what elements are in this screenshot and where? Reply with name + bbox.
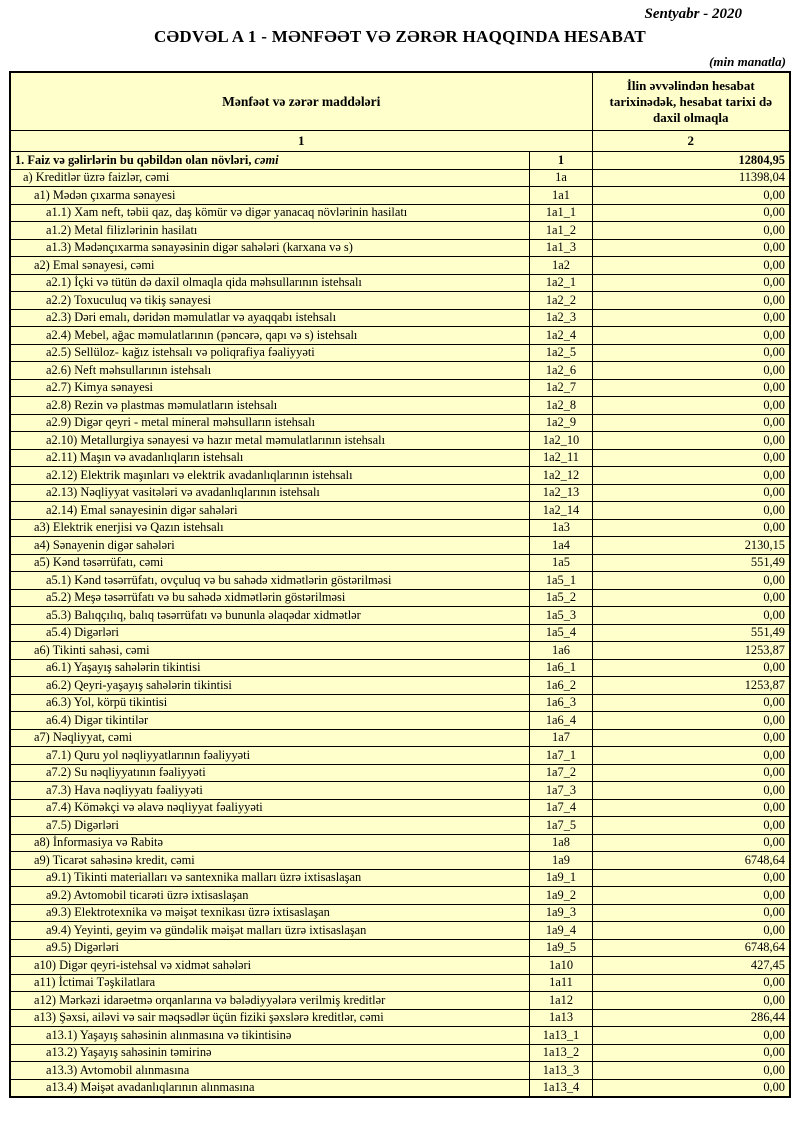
table-row <box>10 1044 790 1062</box>
column-header-value: İlin əvvəlindən hesabat tarixinədək, hesabat tarixi də daxil olmaqla <box>592 72 790 131</box>
row-code: 1a7_4 <box>530 799 592 817</box>
table-row <box>10 467 790 485</box>
table-row <box>10 309 790 327</box>
row-label-text: a7.3) Hava nəqliyyatı fəaliyyəti <box>45 782 203 797</box>
row-label-text: a1) Mədən çıxarma sənayesi <box>33 187 176 202</box>
value-total-cell: 1253,87 <box>592 642 790 660</box>
table-row <box>10 624 790 642</box>
row-label <box>10 817 530 835</box>
row-code: 1a7 <box>530 729 592 747</box>
table-row <box>10 169 790 187</box>
row-code: 1a12 <box>530 992 592 1010</box>
row-label-text: a11) İctimai Təşkilatlara <box>33 975 156 990</box>
table-row <box>10 257 790 275</box>
table-row <box>10 904 790 922</box>
row-label <box>10 152 530 170</box>
table-row <box>10 239 790 257</box>
row-label <box>10 449 530 467</box>
value-total-cell: 0,00 <box>592 187 790 205</box>
row-label <box>10 239 530 257</box>
row-code: 1a2_6 <box>530 362 592 380</box>
row-code: 1a7_1 <box>530 747 592 765</box>
row-label <box>10 677 530 695</box>
table-row <box>10 572 790 590</box>
table-row <box>10 274 790 292</box>
row-label <box>10 1062 530 1080</box>
row-label <box>10 344 530 362</box>
row-label-text: a2.14) Emal sənayesinin digər sahələri <box>45 502 238 517</box>
profit-loss-table <box>9 71 791 1098</box>
value-input-cell[interactable]: 0,00 <box>592 747 790 765</box>
row-label <box>10 467 530 485</box>
table-row <box>10 817 790 835</box>
value-input-cell[interactable]: 0,00 <box>592 1079 790 1097</box>
table-row <box>10 677 790 695</box>
table-row <box>10 729 790 747</box>
row-label-text: a1.1) Xam neft, təbii qaz, daş kömür və digər yanacaq növlərinin hasilatı <box>45 205 408 220</box>
row-label <box>10 939 530 957</box>
row-code: 1a2_11 <box>530 449 592 467</box>
table-row <box>10 782 790 800</box>
value-total-cell: 551,49 <box>592 554 790 572</box>
row-label <box>10 642 530 660</box>
row-label <box>10 414 530 432</box>
value-input-cell[interactable]: 0,00 <box>592 432 790 450</box>
value-input-cell[interactable]: 0,00 <box>592 992 790 1010</box>
row-label-text: a2.5) Sellüloz- kağız istehsalı və poliqrafiya fəaliyyəti <box>45 345 315 360</box>
table-row <box>10 834 790 852</box>
table-row <box>10 344 790 362</box>
row-code: 1a9 <box>530 852 592 870</box>
value-input-cell[interactable]: 0,00 <box>592 974 790 992</box>
row-label-text: a13.4) Məişət avadanlıqlarının alınmasına <box>45 1080 255 1095</box>
row-code: 1a2_8 <box>530 397 592 415</box>
row-label <box>10 397 530 415</box>
value-input-cell[interactable]: 0,00 <box>592 379 790 397</box>
table-row <box>10 1062 790 1080</box>
table-row <box>10 152 790 170</box>
table-row <box>10 939 790 957</box>
row-label <box>10 222 530 240</box>
row-label-text: a2.7) Kimya sənayesi <box>45 380 153 395</box>
row-label <box>10 659 530 677</box>
row-label <box>10 922 530 940</box>
row-code: 1a2_4 <box>530 327 592 345</box>
row-code: 1a13_3 <box>530 1062 592 1080</box>
value-input-cell[interactable]: 0,00 <box>592 502 790 520</box>
row-label-text: a9.4) Yeyinti, geyim və gündəlik məişət malları üzrə ixtisaslaşan <box>45 922 367 937</box>
row-label-text: a7.2) Su nəqliyyatının fəaliyyəti <box>45 765 206 780</box>
value-input-cell[interactable]: 0,00 <box>592 397 790 415</box>
row-label <box>10 957 530 975</box>
row-label <box>10 1079 530 1097</box>
table-row <box>10 992 790 1010</box>
row-code: 1a5_4 <box>530 624 592 642</box>
row-code: 1a6_2 <box>530 677 592 695</box>
table-row <box>10 449 790 467</box>
row-label-text: 1. Faiz və gəlirlərin bu qəbildən olan növləri, <box>14 152 255 167</box>
value-input-cell[interactable]: 0,00 <box>592 1027 790 1045</box>
row-label <box>10 362 530 380</box>
value-total-cell: 6748,64 <box>592 852 790 870</box>
table-row <box>10 327 790 345</box>
row-code: 1a7_2 <box>530 764 592 782</box>
row-label-text: a6.2) Qeyri-yaşayış sahələrin tikintisi <box>45 677 232 692</box>
value-total-cell: 12804,95 <box>592 152 790 170</box>
row-code: 1a2_1 <box>530 274 592 292</box>
value-input-cell[interactable]: 0,00 <box>592 362 790 380</box>
row-code: 1a4 <box>530 537 592 555</box>
row-code: 1a2_10 <box>530 432 592 450</box>
row-code: 1a13_4 <box>530 1079 592 1097</box>
row-code: 1a1 <box>530 187 592 205</box>
table-row <box>10 292 790 310</box>
value-input-cell[interactable]: 0,00 <box>592 834 790 852</box>
row-label-text: a8) İnformasiya və Rabitə <box>33 835 164 850</box>
table-row <box>10 887 790 905</box>
row-label <box>10 782 530 800</box>
value-input-cell[interactable]: 0,00 <box>592 467 790 485</box>
value-input-cell[interactable]: 0,00 <box>592 274 790 292</box>
row-label-text: a9.5) Digərləri <box>45 940 119 955</box>
row-label <box>10 379 530 397</box>
page-title: CƏDVƏL A 1 - MƏNFƏƏT VƏ ZƏRƏR HAQQINDA HESABAT <box>153 27 647 46</box>
row-code: 1a6_3 <box>530 694 592 712</box>
row-code: 1a9_4 <box>530 922 592 940</box>
row-code: 1a2_7 <box>530 379 592 397</box>
row-label-text: a13.3) Avtomobil alınmasına <box>45 1062 190 1077</box>
row-label-text: a13) Şəxsi, ailəvi və sair məqsədlər üçün fiziki şəxslərə kreditlər, cəmi <box>33 1010 384 1025</box>
table-row <box>10 502 790 520</box>
unit-note: (min manatla) <box>709 54 786 69</box>
row-label-text: a9.3) Elektrotexnika və məişət texnikası üzrə ixtisaslaşan <box>45 905 330 920</box>
row-code: 1a2_3 <box>530 309 592 327</box>
value-input-cell[interactable]: 0,00 <box>592 887 790 905</box>
value-input-cell[interactable]: 0,00 <box>592 659 790 677</box>
row-label <box>10 187 530 205</box>
row-code: 1a6 <box>530 642 592 660</box>
row-label-text: a2.6) Neft məhsullarının istehsalı <box>45 362 212 377</box>
value-input-cell[interactable]: 0,00 <box>592 309 790 327</box>
row-code: 1a13 <box>530 1009 592 1027</box>
value-input-cell[interactable]: 0,00 <box>592 292 790 310</box>
row-label <box>10 572 530 590</box>
table-row <box>10 589 790 607</box>
table-row <box>10 1009 790 1027</box>
row-code: 1a3 <box>530 519 592 537</box>
row-label-text: a6.1) Yaşayış sahələrin tikintisi <box>45 660 201 675</box>
value-input-cell[interactable]: 0,00 <box>592 869 790 887</box>
row-code: 1a13_2 <box>530 1044 592 1062</box>
value-input-cell[interactable]: 0,00 <box>592 344 790 362</box>
row-label-text: a7.1) Quru yol nəqliyyatlarının fəaliyyəti <box>45 747 251 762</box>
value-input-cell[interactable]: 6748,64 <box>592 939 790 957</box>
table-row <box>10 642 790 660</box>
value-input-cell[interactable]: 0,00 <box>592 414 790 432</box>
row-label <box>10 992 530 1010</box>
value-input-cell[interactable]: 0,00 <box>592 694 790 712</box>
row-label <box>10 274 530 292</box>
row-code: 1a1_3 <box>530 239 592 257</box>
row-label <box>10 747 530 765</box>
row-code: 1a2 <box>530 257 592 275</box>
row-label-text: a6.3) Yol, körpü tikintisi <box>45 695 168 710</box>
row-label <box>10 852 530 870</box>
row-code: 1a9_3 <box>530 904 592 922</box>
row-label <box>10 519 530 537</box>
value-input-cell[interactable]: 0,00 <box>592 817 790 835</box>
report-month: Sentyabr - 2020 <box>644 6 742 22</box>
row-label-text: a2.3) Dəri emalı, dəridən məmulatlar və ayaqqabı istehsalı <box>45 310 337 325</box>
row-label-italic-text: cəmi <box>254 152 279 167</box>
row-label <box>10 432 530 450</box>
value-input-cell[interactable]: 0,00 <box>592 327 790 345</box>
row-label-text: a2.4) Mebel, ağac məmulatlarının (pəncərə, qapı və s) istehsalı <box>45 327 358 342</box>
row-label <box>10 869 530 887</box>
row-label-text: a3) Elektrik enerjisi və Qazın istehsalı <box>33 520 224 535</box>
row-label <box>10 764 530 782</box>
value-input-cell[interactable]: 0,00 <box>592 484 790 502</box>
value-input-cell[interactable]: 0,00 <box>592 764 790 782</box>
row-label-text: a7) Nəqliyyat, cəmi <box>33 730 133 745</box>
row-label-text: a5.2) Meşə təsərrüfatı və bu sahədə xidmətlərin göstərilməsi <box>45 590 346 605</box>
row-label <box>10 694 530 712</box>
row-code: 1a10 <box>530 957 592 975</box>
row-label-text: a9) Ticarət sahəsinə kredit, cəmi <box>33 852 195 867</box>
value-input-cell[interactable]: 0,00 <box>592 519 790 537</box>
row-code: 1a5_3 <box>530 607 592 625</box>
row-label-text: a2.2) Toxuculuq və tikiş sənayesi <box>45 292 212 307</box>
row-label-text: a5.3) Balıqçılıq, balıq təsərrüfatı və bununla əlaqədar xidmətlər <box>45 607 361 622</box>
value-input-cell[interactable]: 0,00 <box>592 449 790 467</box>
row-code: 1a8 <box>530 834 592 852</box>
table-row <box>10 432 790 450</box>
row-label-text: a9.1) Tikinti materialları və santexnika malları üzrə ixtisaslaşan <box>45 870 362 885</box>
table-row <box>10 484 790 502</box>
row-label <box>10 1009 530 1027</box>
table-row <box>10 222 790 240</box>
row-label-text: a2.11) Maşın və avadanlıqların istehsalı <box>45 450 244 465</box>
row-label-text: a10) Digər qeyri-istehsal və xidmət sahələri <box>33 957 252 972</box>
row-label-text: a2.10) Metallurgiya sənayesi və hazır metal məmulatlarının istehsalı <box>45 432 386 447</box>
row-code: 1a2_13 <box>530 484 592 502</box>
row-label-text: a1.3) Mədənçıxarma sənayəsinin digər sahələri (karxana və s) <box>45 240 353 255</box>
table-header <box>10 72 790 152</box>
row-code: 1 <box>530 152 592 170</box>
row-label <box>10 537 530 555</box>
row-label <box>10 502 530 520</box>
row-label <box>10 1044 530 1062</box>
value-input-cell[interactable]: 0,00 <box>592 222 790 240</box>
value-input-cell[interactable]: 0,00 <box>592 1062 790 1080</box>
row-label-text: a5.4) Digərləri <box>45 625 119 640</box>
table-row <box>10 764 790 782</box>
value-total-cell: 0,00 <box>592 257 790 275</box>
value-total-cell: 286,44 <box>592 1009 790 1027</box>
row-label <box>10 607 530 625</box>
row-label <box>10 589 530 607</box>
table-row <box>10 1027 790 1045</box>
value-input-cell[interactable]: 551,49 <box>592 624 790 642</box>
table-row <box>10 397 790 415</box>
value-input-cell[interactable]: 0,00 <box>592 1044 790 1062</box>
column-number-items: 1 <box>10 131 592 152</box>
value-input-cell[interactable]: 2130,15 <box>592 537 790 555</box>
table-row <box>10 974 790 992</box>
row-label-text: a6.4) Digər tikintilər <box>45 712 149 727</box>
table-row <box>10 414 790 432</box>
value-input-cell[interactable]: 0,00 <box>592 904 790 922</box>
table-row <box>10 537 790 555</box>
row-code: 1a6_1 <box>530 659 592 677</box>
row-label-text: a6) Tikinti sahəsi, cəmi <box>33 642 150 657</box>
row-code: 1a2_14 <box>530 502 592 520</box>
row-code: 1a1_1 <box>530 204 592 222</box>
row-code: 1a <box>530 169 592 187</box>
column-number-row <box>10 131 790 152</box>
table-row <box>10 799 790 817</box>
table-row <box>10 519 790 537</box>
value-input-cell[interactable]: 0,00 <box>592 782 790 800</box>
table-row <box>10 607 790 625</box>
row-label <box>10 292 530 310</box>
row-label <box>10 309 530 327</box>
row-label <box>10 169 530 187</box>
row-label-text: a2) Emal sənayesi, cəmi <box>33 257 155 272</box>
row-label-text: a2.1) İçki və tütün də daxil olmaqla qida məhsullarının istehsalı <box>45 275 362 290</box>
column-number-value: 2 <box>592 131 790 152</box>
row-code: 1a5_1 <box>530 572 592 590</box>
row-code: 1a7_3 <box>530 782 592 800</box>
table-row <box>10 712 790 730</box>
value-input-cell[interactable]: 1253,87 <box>592 677 790 695</box>
row-code: 1a7_5 <box>530 817 592 835</box>
value-input-cell[interactable]: 0,00 <box>592 799 790 817</box>
row-code: 1a2_9 <box>530 414 592 432</box>
header-row <box>10 72 790 131</box>
row-label <box>10 257 530 275</box>
table-row <box>10 204 790 222</box>
row-label <box>10 974 530 992</box>
table-row <box>10 659 790 677</box>
row-code: 1a1_2 <box>530 222 592 240</box>
row-label <box>10 834 530 852</box>
row-label-text: a9.2) Avtomobil ticarəti üzrə ixtisaslaşan <box>45 887 249 902</box>
row-label <box>10 624 530 642</box>
row-label <box>10 729 530 747</box>
table-row <box>10 869 790 887</box>
row-label-text: a7.4) Köməkçi və əlavə nəqliyyat fəaliyyəti <box>45 800 263 815</box>
table-row <box>10 694 790 712</box>
row-label <box>10 799 530 817</box>
table-row <box>10 852 790 870</box>
row-label-text: a5.1) Kənd təsərrüfatı, ovçuluq və bu sahədə xidmətlərin göstərilməsi <box>45 572 392 587</box>
row-label <box>10 712 530 730</box>
row-label-text: a13.2) Yaşayış sahəsinin təmirinə <box>45 1045 212 1060</box>
row-label <box>10 484 530 502</box>
value-input-cell[interactable]: 0,00 <box>592 239 790 257</box>
row-label-text: a2.13) Nəqliyyat vasitələri və avadanlıqlarının istehsalı <box>45 485 320 500</box>
table-row <box>10 747 790 765</box>
row-label-text: a1.2) Metal filizlərinin hasilatı <box>45 222 198 237</box>
value-input-cell[interactable]: 0,00 <box>592 204 790 222</box>
row-label-text: a2.8) Rezin və plastmas məmulatların istehsalı <box>45 397 278 412</box>
row-label <box>10 204 530 222</box>
row-label <box>10 887 530 905</box>
value-input-cell[interactable]: 0,00 <box>592 712 790 730</box>
row-label <box>10 904 530 922</box>
row-code: 1a13_1 <box>530 1027 592 1045</box>
row-label-text: a2.12) Elektrik maşınları və elektrik avadanlıqlarının istehsalı <box>45 467 353 482</box>
row-label <box>10 554 530 572</box>
value-input-cell[interactable]: 0,00 <box>592 572 790 590</box>
row-label <box>10 327 530 345</box>
table-row <box>10 1079 790 1097</box>
row-label-text: a13.1) Yaşayış sahəsinin alınmasına və tikintisinə <box>45 1027 292 1042</box>
value-total-cell: 11398,04 <box>592 169 790 187</box>
table-row <box>10 922 790 940</box>
row-label-text: a7.5) Digərləri <box>45 817 119 832</box>
value-input-cell[interactable]: 427,45 <box>592 957 790 975</box>
table-row <box>10 554 790 572</box>
row-code: 1a5_2 <box>530 589 592 607</box>
table-row <box>10 362 790 380</box>
value-input-cell[interactable]: 0,00 <box>592 589 790 607</box>
row-code: 1a5 <box>530 554 592 572</box>
table-row <box>10 957 790 975</box>
row-code: 1a2_2 <box>530 292 592 310</box>
value-input-cell[interactable]: 0,00 <box>592 607 790 625</box>
column-header-items: Mənfəət və zərər maddələri <box>10 72 592 131</box>
row-label-text: a2.9) Digər qeyri - metal mineral məhsulların istehsalı <box>45 415 316 430</box>
row-code: 1a2_5 <box>530 344 592 362</box>
row-label-text: a5) Kənd təsərrüfatı, cəmi <box>33 555 164 570</box>
value-total-cell: 0,00 <box>592 729 790 747</box>
row-code: 1a9_2 <box>530 887 592 905</box>
row-code: 1a2_12 <box>530 467 592 485</box>
row-code: 1a6_4 <box>530 712 592 730</box>
row-label <box>10 1027 530 1045</box>
row-label-text: a) Kreditlər üzrə faizlər, cəmi <box>22 170 170 185</box>
row-code: 1a11 <box>530 974 592 992</box>
row-label-text: a4) Sənayenin digər sahələri <box>33 537 175 552</box>
table-row <box>10 379 790 397</box>
report-table-body <box>10 152 790 1098</box>
value-input-cell[interactable]: 0,00 <box>592 922 790 940</box>
row-code: 1a9_5 <box>530 939 592 957</box>
table-row <box>10 187 790 205</box>
row-code: 1a9_1 <box>530 869 592 887</box>
row-label-text: a12) Mərkəzi idarəetmə orqanlarına və bələdiyyələrə verilmiş kreditlər <box>33 992 386 1007</box>
